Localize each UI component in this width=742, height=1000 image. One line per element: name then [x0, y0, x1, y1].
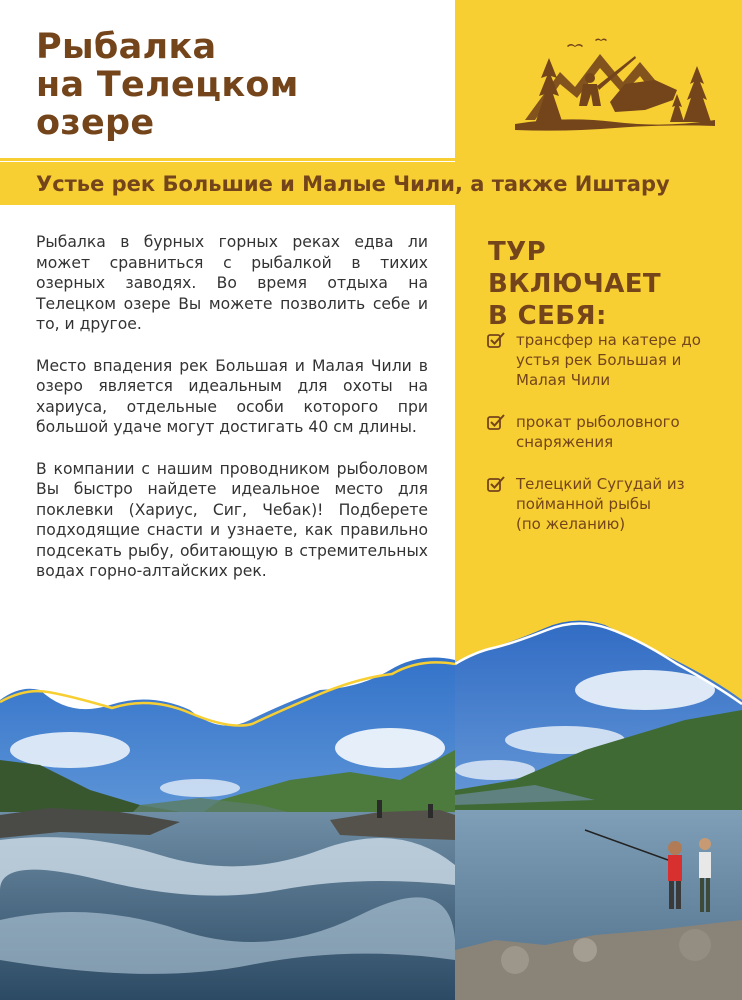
includes-item-text: Телецкий Сугудай из пойманной рыбы [516, 475, 685, 513]
includes-title [488, 236, 728, 332]
includes-item [486, 330, 731, 390]
checkbox-check-icon [486, 412, 506, 432]
includes-title-line-2: В СЕБЯ: [488, 301, 607, 331]
includes-item-note: (по желанию) [516, 515, 626, 533]
checkbox-check-icon [486, 330, 506, 350]
mountain-fishing-logo-icon [505, 32, 720, 132]
includes-item [486, 474, 731, 534]
description-paragraph-3: В компании с нашим проводником рыболовом Вы быстро найдете идеальное место для поклевки (Хариус, Сиг, Чебак)! Подберете подходящие снасти и узнаете, как правильно подсекать рыбу, обитающую в стремительных водах горно-алтайских рек. [36, 459, 428, 580]
includes-list [486, 330, 731, 556]
includes-item [486, 412, 731, 452]
includes-item-text: прокат рыболовного снаряжения [516, 413, 680, 451]
includes-item-text: трансфер на катере до устья рек Большая и Малая Чили [516, 331, 701, 389]
title-line-2: на Телецком [36, 65, 299, 105]
title-line-3: озере [36, 103, 155, 143]
checkbox-check-icon [486, 474, 506, 494]
subtitle: Устье рек Большие и Малые Чили, а также Иштару [36, 172, 670, 196]
subtitle-band-top-line [0, 158, 742, 161]
includes-title-line-1: ТУР ВКЛЮЧАЕТ [488, 237, 662, 299]
river-rapids-photo [0, 640, 455, 1000]
description-paragraph-2: Место впадения рек Большая и Малая Чили в озеро является идеальным для охоты на хариуса, отдельные особи которого при большой удаче могут достигать 40 см длины. [36, 356, 428, 436]
description [36, 232, 428, 603]
title-line-1: Рыбалка [36, 27, 217, 67]
lake-angler-photo [455, 600, 742, 1000]
page-title [36, 28, 436, 142]
description-paragraph-1: Рыбалка в бурных горных реках едва ли может сравниться с рыбалкой в тихих озерных заводях. Во время отдыха на Телецком озере Вы можете позволить себе и то, и другое. [36, 233, 428, 333]
